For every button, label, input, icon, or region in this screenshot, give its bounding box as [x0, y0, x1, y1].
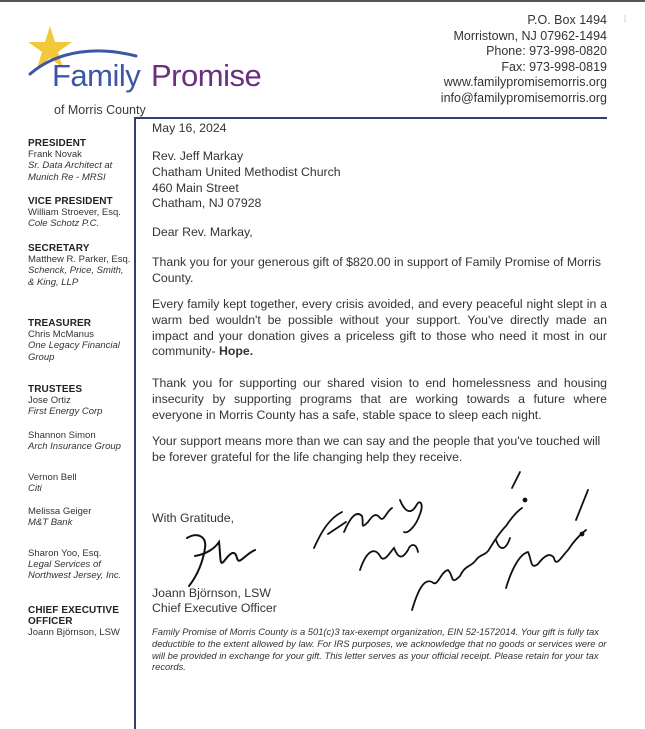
recipient-org: Chatham United Methodist Church [152, 164, 341, 179]
website-link[interactable]: www.familypromisemorris.org [443, 75, 607, 90]
recipient-name: Rev. Jeff Markay [152, 149, 244, 163]
signer-name: Joann Björnson, LSW [152, 586, 271, 600]
trustee-group [28, 472, 132, 494]
person-title: Sr. Data Architect at Munich Re - MRSI [28, 160, 113, 183]
person-title: One Legacy Financial Group [28, 340, 120, 363]
recipient-city: Chatham, NJ 07928 [152, 196, 262, 211]
hope-word: Hope. [218, 344, 254, 359]
trustee-group [28, 384, 132, 418]
person-name: Vernon Bell [28, 472, 77, 483]
po-box: P.O. Box 1494 [527, 13, 607, 27]
paragraph-4: Your support means more than we can say and the people that you've touched will be forever grateful for the life changing help they receive. [152, 434, 601, 464]
trustee-group [28, 430, 132, 452]
vice-president-group [28, 196, 132, 230]
person-name: Matthew R. Parker, Esq. [28, 254, 131, 266]
recipient-address [152, 149, 607, 212]
top-rule [0, 0, 645, 2]
closing: With Gratitude, [152, 511, 235, 525]
paragraph-3: Thank you for supporting our shared vision to end homelessness and housing insecurity by supporting programs that are working towards a future where everyone in Morris County has a safe, stable space to sleep each night. [152, 376, 607, 422]
person-name: Jose Ortiz [28, 395, 71, 407]
handwritten-note [300, 460, 620, 620]
paragraph-1: Thank you for your generous gift of $820.00 in support of Family Promise of Morris County. [152, 255, 602, 285]
signer-title: Chief Executive Officer [152, 601, 277, 615]
role-label: TREASURER [28, 318, 92, 329]
paragraph-2-text: Every family kept together, every crisis avoided, and every peaceful night slept in a warm bed wouldn't be possible without your support. You've directly made an impact and your donation gives a priceless gift to those who need it most in our community- [152, 297, 607, 359]
person-title: Schenck, Price, Smith, & King, LLP [28, 265, 124, 288]
person-title: M&T Bank [28, 517, 73, 529]
logo-promise-text: Promise [151, 58, 262, 93]
header-divider [135, 117, 607, 119]
city-zip: Morristown, NJ 07962-1494 [453, 28, 607, 43]
person-title: Legal Services of Northwest Jersey, Inc. [28, 559, 122, 582]
email-link[interactable]: info@familypromisemorris.org [440, 90, 607, 105]
paragraph-2 [152, 297, 607, 360]
role-label: PRESIDENT [28, 138, 87, 149]
trustee-group [28, 506, 132, 528]
person-name: Joann Björnson, LSW [28, 627, 120, 639]
person-name: Sharon Yoo, Esq. [28, 548, 102, 559]
role-label: VICE PRESIDENT [28, 196, 113, 207]
person-name: Melissa Geiger [28, 506, 92, 517]
role-label: SECRETARY [28, 243, 90, 254]
family-promise-logo [28, 22, 298, 117]
person-name: Chris McManus [28, 329, 94, 341]
contact-block [441, 13, 607, 107]
person-name: Frank Novak [28, 149, 82, 161]
logo-family-text: Family [52, 58, 141, 93]
person-name: Shannon Simon [28, 430, 96, 441]
sidebar-divider [134, 117, 136, 729]
ceo-group [28, 605, 132, 639]
tax-disclaimer: Family Promise of Morris County is a 501(c)3 tax-exempt organization, EIN 52-1572014. Your gift is fully tax deductible to the extent allowed by law. For IRS purposes, we acknowledge that no goods or services were or will be provided in exchange for your gift. This letter serves as your official receipt. Please retain for your tax records. [152, 626, 607, 673]
logo-subtitle: of Morris County [54, 103, 146, 117]
signature-scribble [175, 528, 265, 598]
letter-date: May 16, 2024 [152, 121, 227, 135]
person-title: Citi [28, 483, 42, 495]
role-label: CHIEF EXECUTIVE OFFICER [28, 605, 119, 628]
edge-mark: | [624, 14, 627, 23]
role-label: TRUSTEES [28, 384, 83, 395]
phone: Phone: 973-998-0820 [486, 44, 607, 59]
recipient-street: 460 Main Street [152, 180, 239, 195]
person-title: Arch Insurance Group [28, 441, 121, 453]
person-title: Cole Schotz P.C. [28, 218, 100, 230]
salutation: Dear Rev. Markay, [152, 225, 253, 239]
trustee-group [28, 548, 132, 582]
person-name: William Stroever, Esq. [28, 207, 121, 219]
treasurer-group [28, 318, 132, 363]
secretary-group [28, 243, 132, 288]
fax: Fax: 973-998-0819 [501, 59, 607, 74]
president-group [28, 138, 132, 183]
person-title: First Energy Corp [28, 406, 103, 418]
